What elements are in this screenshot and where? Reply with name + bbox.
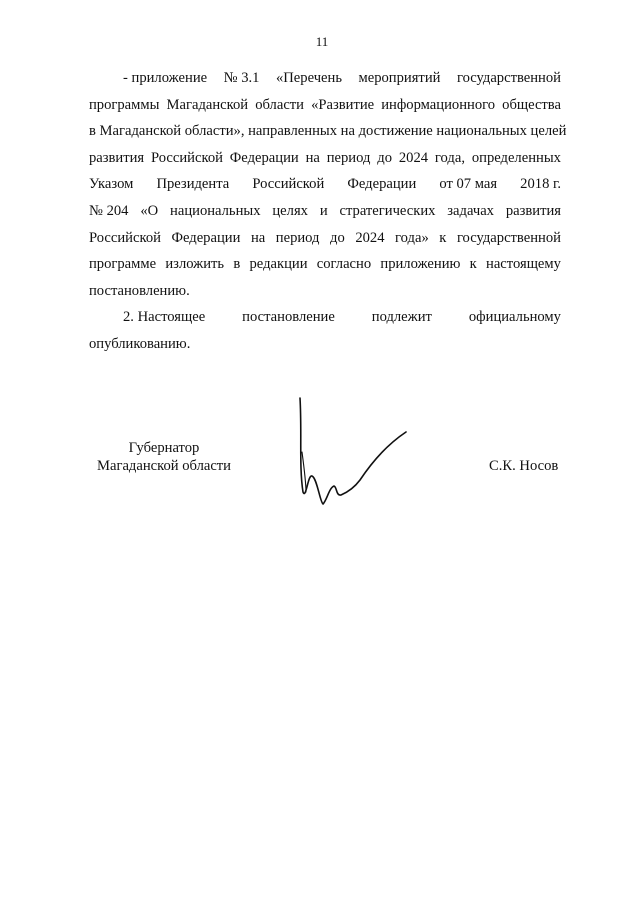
word: в	[233, 256, 241, 273]
word: Российской	[89, 229, 161, 246]
page-number: 11	[315, 34, 329, 49]
word: Федерации	[347, 176, 417, 193]
word: официальному	[468, 309, 561, 325]
word: на	[250, 229, 266, 246]
word: «Развитие	[311, 96, 375, 113]
word: период	[275, 229, 320, 246]
word: 2024	[398, 149, 429, 166]
word: Российской	[252, 176, 325, 193]
word: общества	[502, 96, 561, 113]
word: опубликованию.	[89, 335, 191, 352]
word: 2018 г.	[520, 176, 561, 193]
word: года,	[434, 149, 465, 166]
word: Федерации	[229, 149, 299, 166]
word: к	[439, 229, 447, 246]
word: редакции	[249, 256, 308, 273]
word: приложению	[380, 256, 461, 273]
text-line	[89, 331, 561, 358]
word: года»	[395, 229, 429, 246]
text-line	[89, 251, 561, 278]
handwritten-signature	[290, 392, 415, 512]
word: изложить	[165, 256, 225, 273]
signatory-title	[89, 439, 239, 475]
paragraph-appendix-change	[89, 65, 567, 304]
text-line	[89, 65, 561, 92]
word: № 204	[89, 202, 129, 219]
paragraph-publication	[89, 304, 561, 357]
word: «О	[140, 202, 159, 219]
word: до	[377, 149, 393, 166]
text-line	[89, 92, 561, 119]
signatory-title-line1: Губернатор	[128, 440, 200, 456]
word: Президента	[156, 176, 230, 193]
word: развития	[89, 149, 145, 166]
word: на	[305, 149, 320, 166]
word: согласно	[316, 256, 372, 273]
word: 2024	[355, 229, 385, 246]
word: определенных	[471, 149, 561, 166]
signatory-title-line2: Магаданской области	[97, 458, 231, 474]
text-line	[89, 304, 561, 331]
word: постановлению.	[89, 282, 190, 299]
word: в Магаданской области», направленных на достижение национальных целей	[89, 123, 567, 140]
text-line	[89, 225, 561, 252]
word: настоящему	[486, 256, 561, 273]
text-line	[89, 145, 561, 172]
text-line	[89, 278, 561, 305]
word: «Перечень	[275, 70, 342, 86]
word: постановление	[242, 309, 335, 325]
word: программы	[89, 96, 160, 113]
word: стратегических	[339, 202, 436, 219]
word: национальных	[170, 202, 261, 219]
word: задачах	[447, 202, 494, 219]
word: подлежит	[371, 309, 432, 325]
word: информационного	[381, 96, 496, 113]
word: Российской	[151, 149, 223, 166]
word: государственной	[456, 229, 561, 246]
word: к	[469, 256, 477, 273]
word: № 3.1	[223, 70, 260, 86]
word: целях	[272, 202, 308, 219]
text-line	[89, 198, 561, 225]
word: и	[319, 202, 328, 219]
word: от 07 мая	[439, 176, 498, 193]
word: - приложение	[123, 70, 208, 86]
word: период	[326, 149, 371, 166]
text-line	[89, 118, 567, 145]
word: государственной	[456, 70, 561, 86]
word: мероприятий	[358, 70, 441, 86]
word: Указом	[89, 176, 134, 193]
word: развития	[505, 202, 561, 219]
text-line	[89, 171, 561, 198]
word: 2. Настоящее	[123, 309, 206, 325]
signatory-name: С.К. Носов	[489, 458, 559, 474]
word: программе	[89, 256, 157, 273]
word: до	[330, 229, 345, 246]
word: области	[255, 96, 304, 113]
word: Федерации	[171, 229, 241, 246]
word: Магаданской	[166, 96, 249, 113]
